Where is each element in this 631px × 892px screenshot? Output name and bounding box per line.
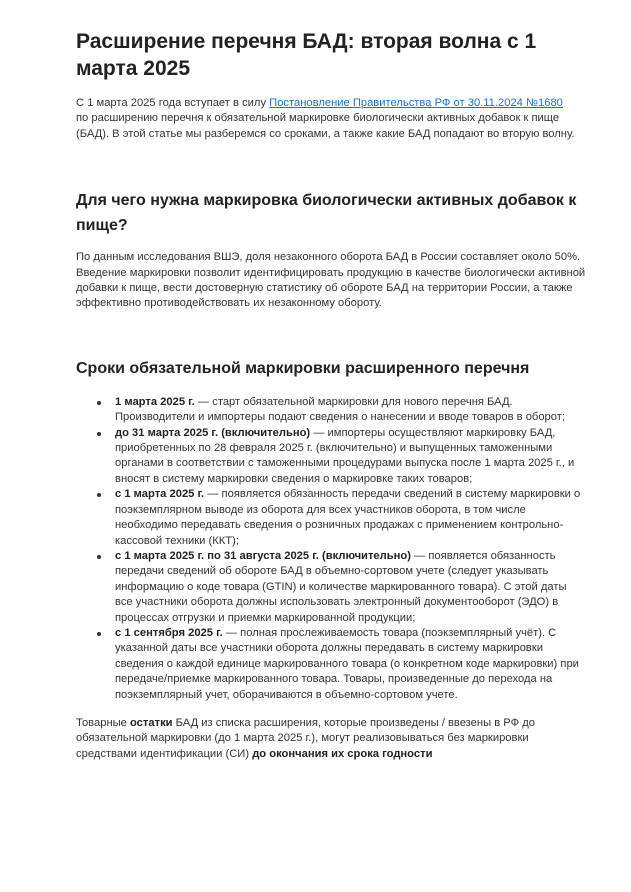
intro-paragraph: [76, 96, 576, 142]
remains-text-middle: БАД из списка расширения, которые произведены / ввезены в РФ до обязательной маркировки (до 1 марта 2025 г.), могут реализовываться без маркировки средствами идентификации (СИ): [76, 716, 535, 760]
remains-paragraph: [76, 716, 586, 762]
list-item-text: — появляется обязанность передачи сведений в систему маркировки о поэкземплярном выводе из оборота для всех участников оборота, в том числе необходимо передавать сведения о розничных продажах с применением контрольно-кассовой техники (ККТ);: [115, 488, 581, 547]
remains-text-start: Товарные: [76, 716, 130, 729]
remains-bold-expiry: до окончания их срока годности: [252, 747, 433, 760]
list-item: [115, 487, 585, 549]
section-heading-purpose: Для чего нужна маркировка биологически активных добавок к пище?: [76, 192, 577, 235]
list-item: [115, 549, 585, 626]
section-heading-deadlines: Сроки обязательной маркировки расширенного перечня: [76, 359, 530, 377]
list-item: [115, 395, 585, 426]
section-paragraph-purpose: По данным исследования ВШЭ, доля незаконного оборота БАД в России составляет около 50%. Введение маркировки позволит идентифицировать продукцию в качестве биологически активной добавки к пище, вести достоверную статистику об обороте БАД на территории России, а также эффективно противодействовать их незаконному обороту.: [76, 251, 586, 310]
list-item-text: — полная прослеживаемость товара (поэкземплярный учёт). С указанной даты все участники оборота должны передавать в систему маркировки сведения о каждой единице маркированного товара (о конкретном коде маркировки) при передаче/приемке маркированного товара. Товары, произведенные до перехода на поэкземплярный учет, оборачиваются в объемно-сортовом учете.: [115, 626, 579, 701]
regulation-link[interactable]: Постановление Правительства РФ от 30.11.2024 №1680: [269, 97, 563, 109]
article-title: Расширение перечня БАД: вторая волна с 1 марта 2025: [76, 30, 537, 80]
list-item-text: — старт обязательной маркировки для нового перечня БАД. Производители и импортеры подают сведения о нанесении и вводе товаров в оборот;: [115, 395, 565, 424]
remains-bold-leftovers: остатки: [130, 716, 173, 729]
list-item-date: с 1 марта 2025 г.: [115, 488, 205, 501]
intro-text-end: по расширению перечня к обязательной маркировке биологически активных добавок к пище (БАД). В этой статье мы разберемся со сроками, а также какие БАД попадают во вторую волну.: [76, 112, 575, 140]
list-item-text: — появляется обязанность передачи сведений об обороте БАД в объемно-сортовом учете (следует указывать информацию о коде товара (GTIN) и количестве маркированного товара). С этой даты все участники оборота должны использовать электронный документооборот (ЭДО) в процессах отгрузки и приемки маркированной продукции;: [115, 549, 567, 624]
list-item: [115, 626, 585, 703]
intro-text-start: С 1 марта 2025 года вступает в силу: [76, 97, 270, 109]
list-item-date: 1 марта 2025 г.: [115, 395, 195, 408]
list-item-date: с 1 сентября 2025 г.: [115, 626, 223, 639]
list-item-date: с 1 марта 2025 г. по 31 августа 2025 г. (включительно): [115, 549, 411, 562]
list-item-text: — импортеры осуществляют маркировку БАД, приобретенных по 28 февраля 2025 г. (включительно) и выпущенных таможенными органами в соответствии с таможенными процедурами выпуска после 1 марта 2025 г., и вносят в систему маркировки сведения о маркировке таких товаров;: [115, 426, 575, 485]
list-item-date: до 31 марта 2025 г. (включительно): [115, 426, 311, 439]
deadlines-list: [76, 395, 585, 703]
list-item: [115, 426, 585, 488]
